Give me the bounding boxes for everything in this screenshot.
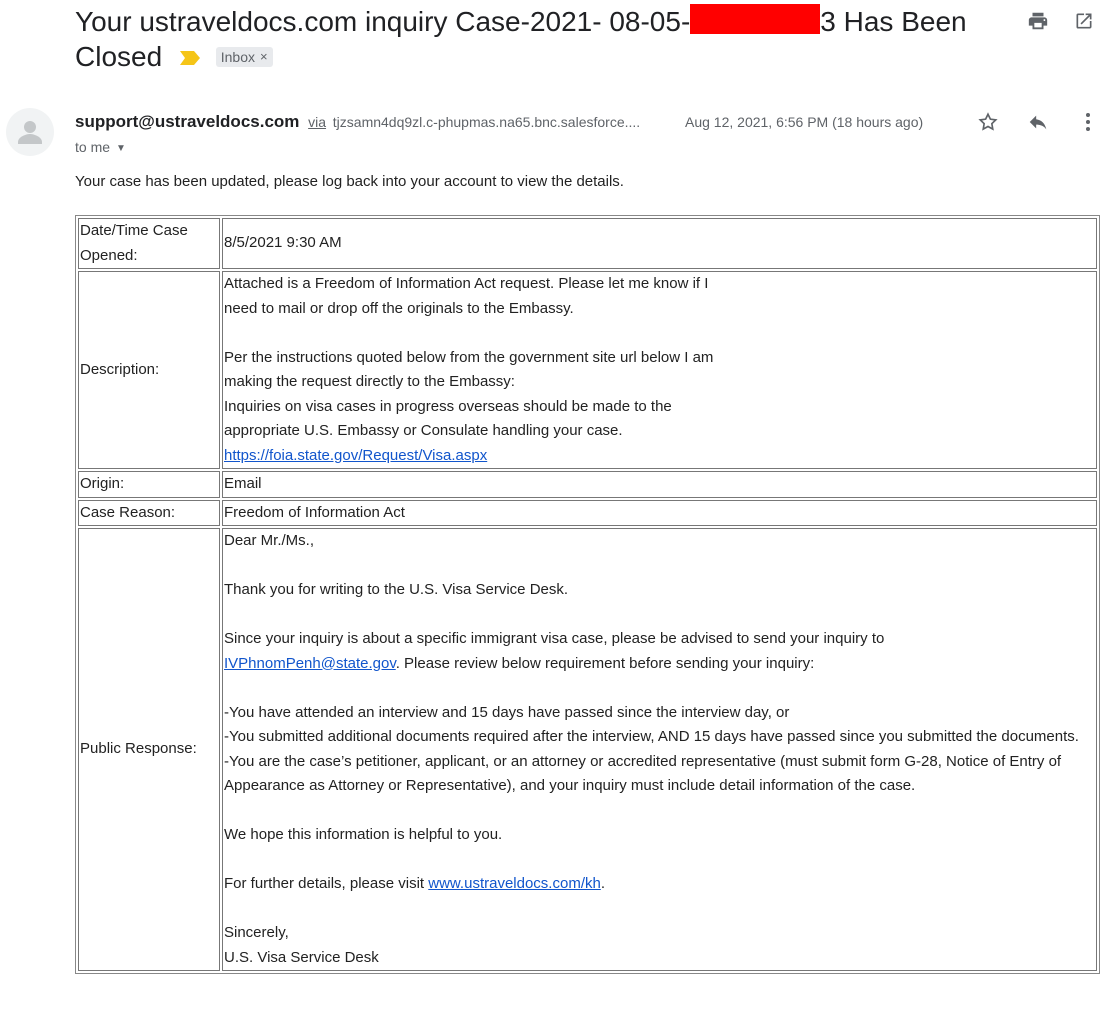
description-value: [222, 271, 1097, 469]
subject-text-part3: Closed: [75, 41, 163, 72]
response-value: [222, 528, 1097, 971]
table-row: [78, 218, 1097, 269]
chevron-down-icon: ▼: [116, 143, 126, 154]
response-label: Public Response:: [78, 528, 220, 971]
message-intro: Your case has been updated, please log back into your account to view the details.: [75, 173, 624, 190]
star-icon[interactable]: [977, 111, 999, 133]
inbox-label-chip: [216, 47, 273, 67]
ustraveldocs-link[interactable]: www.ustraveldocs.com/kh: [428, 875, 601, 892]
origin-label: Origin:: [78, 471, 220, 498]
thread-toolbar: [1027, 10, 1095, 32]
subject-text-part2: 3 Has Been: [820, 6, 967, 37]
description-line: need to mail or drop off the originals to the Embassy.: [224, 299, 574, 317]
description-label: Description:: [78, 271, 220, 469]
via-link[interactable]: via: [308, 114, 327, 130]
opened-label: Date/Time Case Opened:: [78, 218, 220, 269]
description-line: Attached is a Freedom of Information Act request. Please let me know if I: [224, 275, 709, 292]
requirement-2: -You submitted additional documents required after the interview, AND 15 days have passed since you submitted the documents.: [224, 728, 1079, 745]
foia-link[interactable]: https://foia.state.gov/Request/Visa.aspx: [224, 446, 488, 464]
response-hope: We hope this information is helpful to you.: [224, 826, 503, 843]
response-thanks: Thank you for writing to the U.S. Visa Service Desk.: [224, 581, 569, 598]
recipients-text: to me: [75, 139, 111, 155]
requirement-3: -You are the case’s petitioner, applicant, or an attorney or accredited representative (must submit form G-28, Notice of Entry of Appearance as Attorney or Representative), and your inquiry must include detail information of the case.: [224, 752, 1062, 794]
table-row: [78, 528, 1097, 971]
response-review: . Please review below requirement before sending your inquiry:: [395, 654, 815, 672]
response-since: Since your inquiry is about a specific immigrant visa case, please be advised to send your inquiry to: [224, 630, 885, 647]
open-in-new-window-icon[interactable]: [1073, 10, 1095, 32]
remove-label-button[interactable]: ×: [259, 49, 268, 64]
description-line: appropriate U.S. Embassy or Consulate handling your case.: [224, 422, 623, 439]
sender-line: [75, 111, 640, 133]
via-domain: tjzsamn4dq9zl.c-phupmas.na65.bnc.salesforce....: [332, 114, 641, 130]
inbox-label-text: Inbox: [220, 49, 255, 65]
requirement-1: -You have attended an interview and 15 days have passed since the interview day, or: [224, 703, 790, 721]
recipients-toggle[interactable]: [75, 138, 126, 158]
table-row: [78, 500, 1097, 527]
email-subject: [75, 4, 1015, 74]
description-line: Per the instructions quoted below from the government site url below I am: [224, 348, 714, 366]
response-signature: U.S. Visa Service Desk: [224, 948, 379, 966]
subject-text-part1: Your ustraveldocs.com inquiry Case-2021- 08-05-: [75, 6, 691, 37]
opened-value: 8/5/2021 9:30 AM: [222, 218, 1097, 269]
case-details-table: [75, 215, 1100, 974]
redaction-bar: [690, 4, 820, 34]
sender-avatar[interactable]: [6, 108, 54, 156]
origin-value: Email: [222, 471, 1097, 498]
table-row: [78, 471, 1097, 498]
print-icon[interactable]: [1027, 10, 1049, 32]
table-row: [78, 271, 1097, 469]
sender-address[interactable]: support@ustraveldocs.com: [75, 112, 300, 131]
description-line: Inquiries on visa cases in progress overseas should be made to the: [224, 397, 672, 415]
description-line: making the request directly to the Embassy:: [224, 373, 515, 390]
more-options-icon[interactable]: [1077, 111, 1099, 133]
message-actions: [977, 111, 1099, 133]
response-period: .: [600, 875, 605, 892]
embassy-email-link[interactable]: IVPhnomPenh@state.gov: [224, 654, 396, 672]
message-date: Aug 12, 2021, 6:56 PM (18 hours ago): [685, 114, 924, 130]
response-sincerely: Sincerely,: [224, 924, 289, 941]
reason-label: Case Reason:: [78, 500, 220, 527]
response-further: For further details, please visit: [224, 875, 429, 892]
response-greeting: Dear Mr./Ms.,: [224, 532, 315, 549]
reply-icon[interactable]: [1027, 111, 1049, 133]
importance-marker-icon[interactable]: [180, 51, 200, 65]
reason-value: Freedom of Information Act: [222, 500, 1097, 527]
